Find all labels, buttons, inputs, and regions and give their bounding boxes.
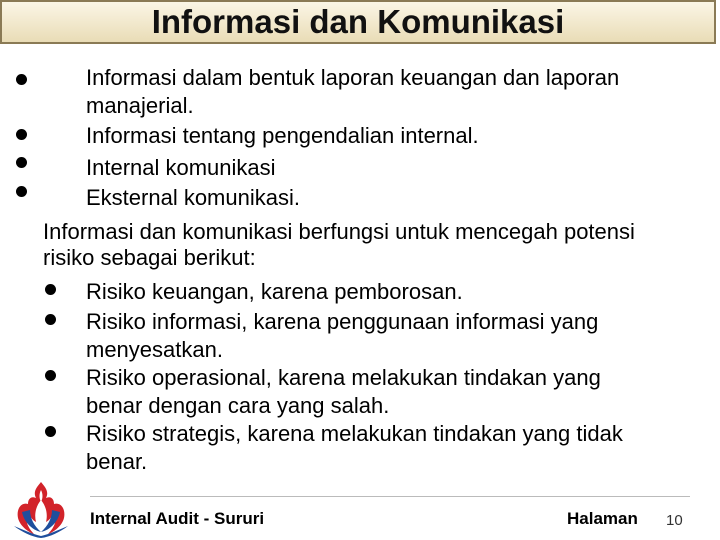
list-item: Risiko informasi, karena penggunaan informasi yang menyesatkan. — [86, 309, 599, 362]
page-number: 10 — [666, 512, 683, 529]
list-item: Risiko keuangan, karena pemborosan. — [86, 279, 463, 304]
bullet-icon — [45, 284, 56, 295]
footer-page-label: Halaman — [567, 509, 638, 528]
bullet-icon — [45, 426, 56, 437]
list-item: Risiko operasional, karena melakukan tindakan yang benar dengan cara yang salah. — [86, 365, 601, 418]
bullet-icon — [16, 129, 27, 140]
bullet-icon — [16, 157, 27, 168]
list-item: Internal komunikasi — [86, 155, 276, 180]
bullet-icon — [45, 314, 56, 325]
bullet-icon — [16, 74, 27, 85]
list-item: Informasi dalam bentuk laporan keuangan dan laporan manajerial. — [86, 65, 620, 118]
bullet-icon — [45, 370, 56, 381]
footer-divider — [90, 496, 690, 497]
list-item: Risiko strategis, karena melakukan tindakan yang tidak benar. — [86, 421, 623, 474]
bullet-icon — [16, 186, 27, 197]
intro-paragraph: Informasi dan komunikasi berfungsi untuk mencegah potensi risiko sebagai berikut: — [43, 219, 635, 270]
footer-author: Internal Audit - Sururi — [90, 509, 265, 528]
list-item: Eksternal komunikasi. — [86, 185, 300, 210]
organization-logo-icon — [8, 480, 74, 538]
list-item: Informasi tentang pengendalian internal. — [86, 123, 479, 148]
slide-title: Informasi dan Komunikasi — [151, 3, 565, 40]
